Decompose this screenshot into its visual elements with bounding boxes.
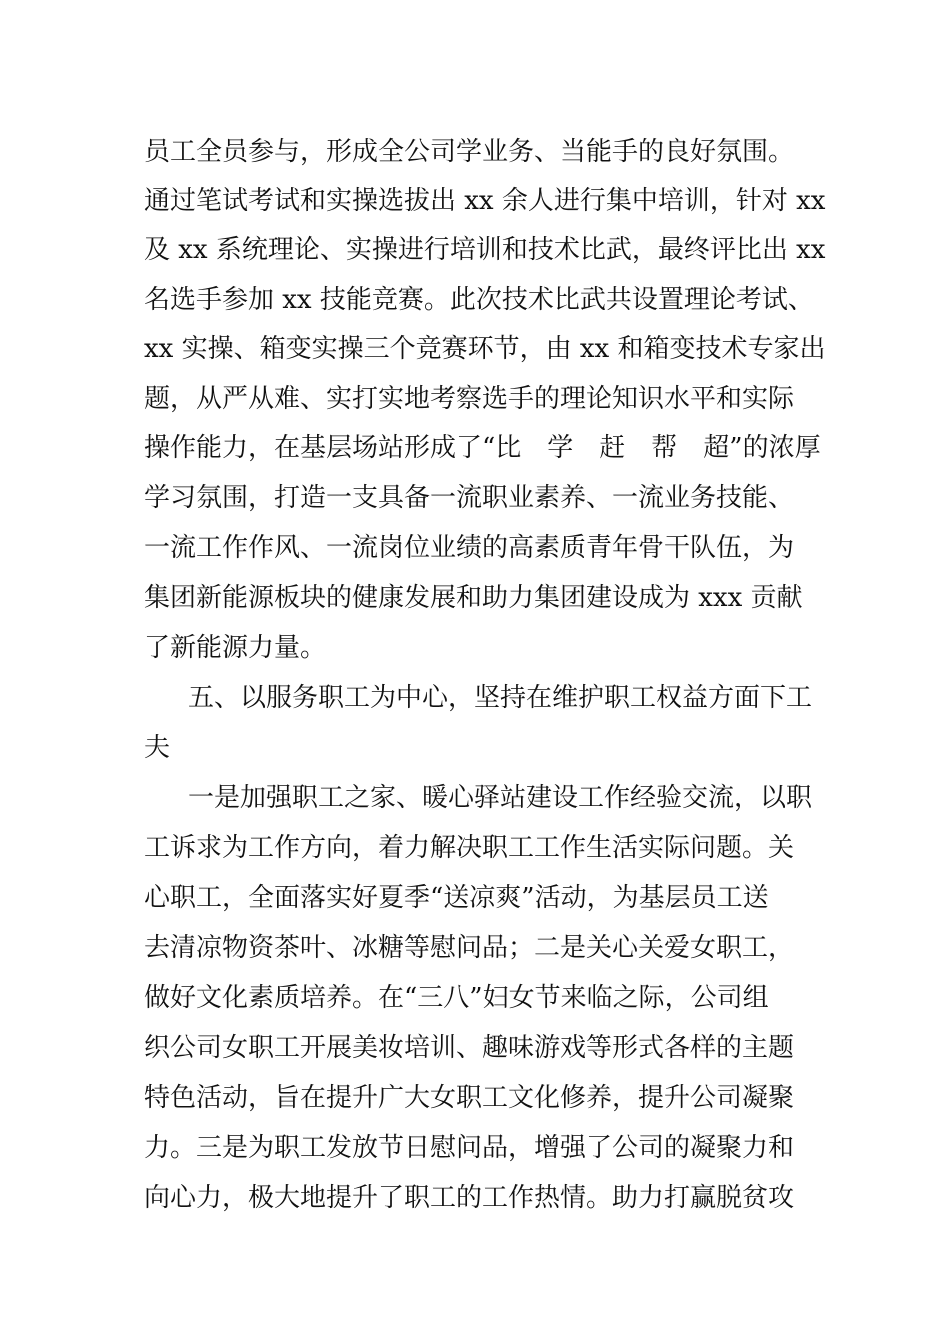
text-line-17: 去清凉物资茶叶、冰糖等慰问品；二是关心关爱女职工，	[144, 933, 795, 963]
text-line-14: 一是加强职工之家、暖心驿站建设工作经验交流，以职	[188, 783, 813, 813]
text-line-16: 心职工，全面落实好夏季“送凉爽”活动，为基层员工送	[144, 883, 769, 913]
text-line-7: 操作能力，在基层场站形成了“比 学 赶 帮 超”的浓厚	[144, 433, 821, 463]
text-line-11: 了新能源力量。	[144, 633, 327, 663]
text-line-18: 做好文化素质培养。在“三八”妇女节来临之际，公司组	[144, 983, 769, 1013]
section-heading-line-2: 夫	[144, 733, 171, 763]
text-line-21: 力。三是为职工发放节日慰问品，增强了公司的凝聚力和	[144, 1133, 795, 1163]
section-heading-line-1: 五、以服务职工为中心，坚持在维护职工权益方面下工	[188, 683, 813, 713]
text-line-2: 通过笔试考试和实操选拔出 xx 余人进行集中培训，针对 xx	[144, 186, 826, 216]
text-line-22: 向心力，极大地提升了职工的工作热情。助力打赢脱贫攻	[144, 1183, 795, 1213]
text-line-20: 特色活动，旨在提升广大女职工文化修养，提升公司凝聚	[144, 1083, 795, 1113]
text-line-5: xx 实操、箱变实操三个竞赛环节，由 xx 和箱变技术专家出	[144, 334, 826, 364]
text-line-19: 织公司女职工开展美妆培训、趣味游戏等形式各样的主题	[144, 1033, 795, 1063]
text-line-8: 学习氛围，打造一支具备一流职业素养、一流业务技能、	[144, 483, 795, 513]
text-line-1: 员工全员参与，形成全公司学业务、当能手的良好氛围。	[144, 137, 795, 167]
text-line-4: 名选手参加 xx 技能竞赛。此次技术比武共设置理论考试、	[144, 285, 814, 315]
text-line-15: 工诉求为工作方向，着力解决职工工作生活实际问题。关	[144, 833, 795, 863]
text-line-6: 题，从严从难、实打实地考察选手的理论知识水平和实际	[144, 384, 795, 414]
text-line-3: 及 xx 系统理论、实操进行培训和技术比武，最终评比出 xx	[144, 235, 826, 265]
text-line-10: 集团新能源板块的健康发展和助力集团建设成为 xxx 贡献	[144, 583, 803, 613]
text-line-9: 一流工作作风、一流岗位业绩的高素质青年骨干队伍，为	[144, 533, 795, 563]
